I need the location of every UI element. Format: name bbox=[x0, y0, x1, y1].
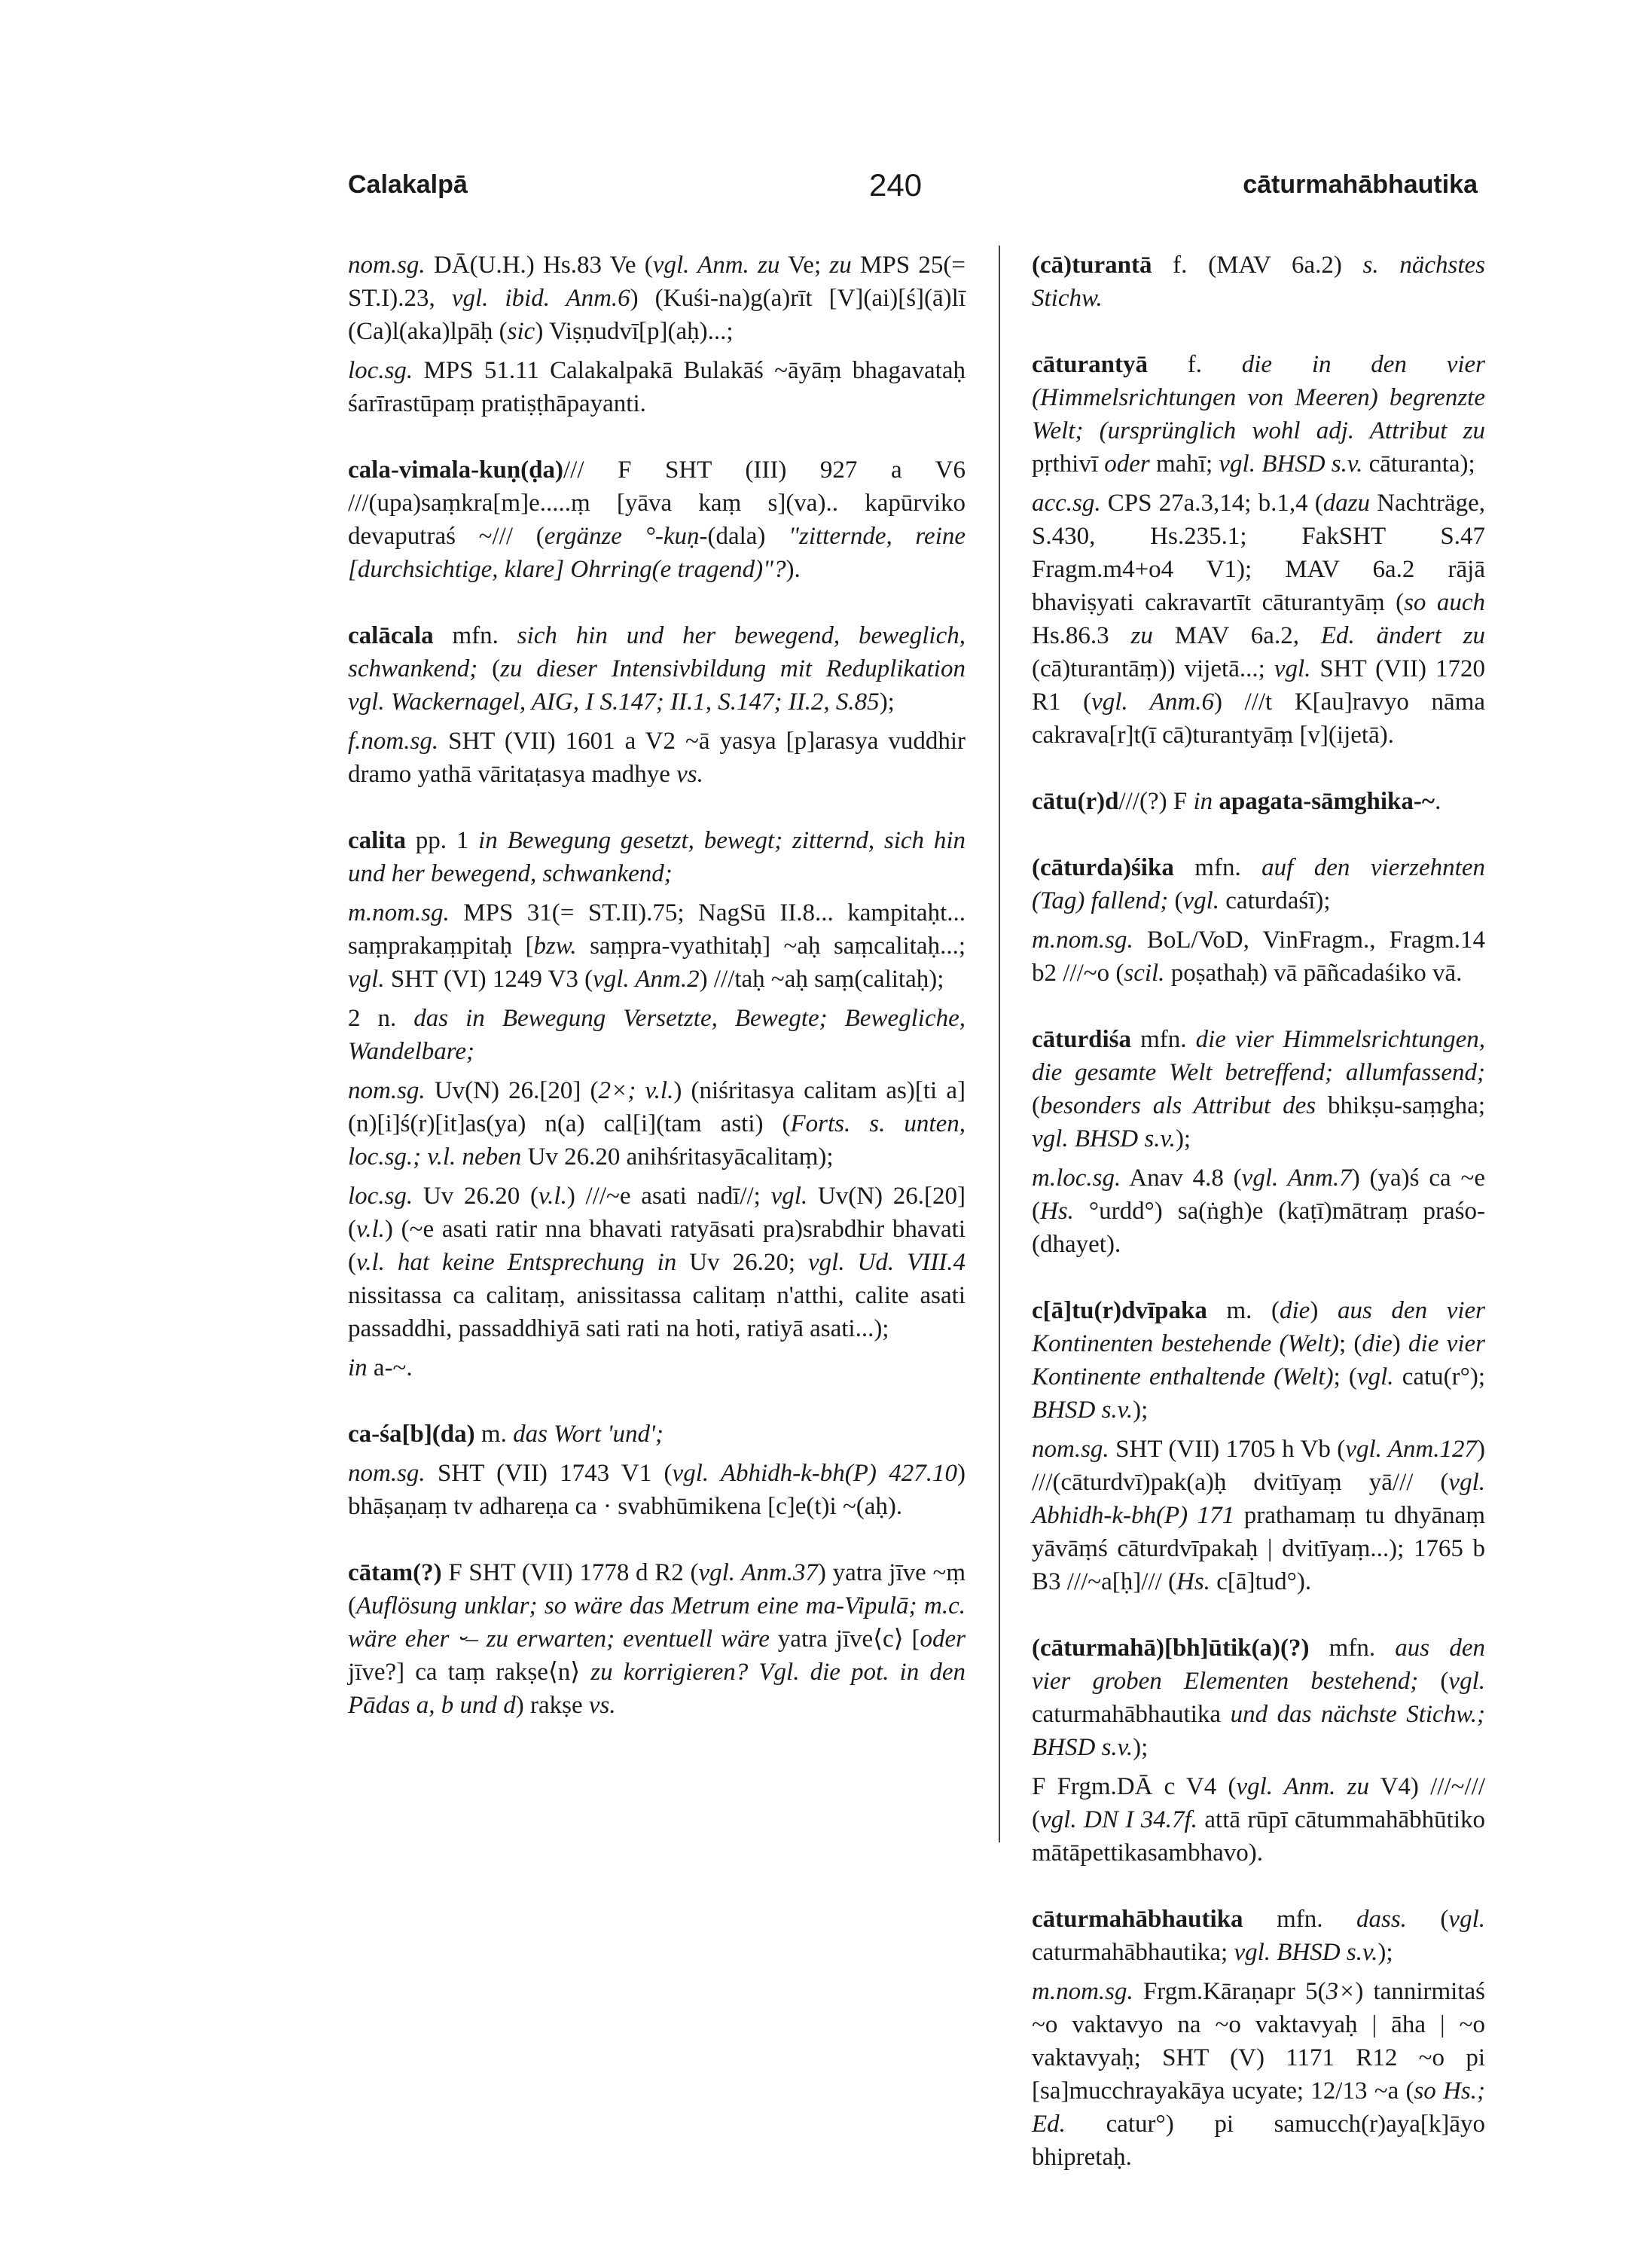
entry-headword-line: (cā)turantā f. (MAV 6a.2) s. nächstes Stichw. bbox=[1032, 252, 1485, 312]
entry-citation: 2 n. das in Bewegung Versetzte, Bewegte; Bewegliche, Wandelbare; bbox=[348, 1005, 966, 1065]
dictionary-entry bbox=[1032, 249, 1485, 315]
entry-citation: loc.sg. MPS 51.11 Calakalpakā Bulakāś ~āyāṃ bhagavataḥ śarīrastūpaṃ pratiṣṭhāpayanti. bbox=[348, 357, 966, 417]
entry-headword-line: cāturdiśa mfn. die vier Himmelsrichtungen, die gesamte Welt betreffend; allumfassend; (besonders als Attribut des bhikṣu-saṃgha; vgl. BHSD s.v.); bbox=[1032, 1026, 1485, 1152]
dictionary-entry bbox=[1032, 1023, 1485, 1261]
dictionary-entry bbox=[1032, 1903, 1485, 2174]
entry-headword-line: cāturantyā f. die in den vier (Himmelsrichtungen von Meeren) begrenzte Welt; (ursprünglich wohl adj. Attribut zu pṛthivī oder mahī; vgl. BHSD s.v. cāturanta); bbox=[1032, 351, 1485, 478]
entry-citation: f.nom.sg. SHT (VII) 1601 a V2 ~ā yasya [p]arasya vuddhir dramo yathā vāritaṭasya madhye vs. bbox=[348, 728, 966, 788]
left-column bbox=[348, 249, 966, 1755]
entry-headword-line: c[ā]tu(r)dvīpaka m. (die) aus den vier Kontinenten bestehende (Welt); (die) die vier Kontinente enthaltende (Welt); (vgl. catu(r°); BHSD s.v.); bbox=[1032, 1297, 1485, 1424]
running-head-left: Calakalpā bbox=[348, 170, 468, 199]
dictionary-entry bbox=[1032, 851, 1485, 990]
page-header bbox=[0, 167, 1626, 215]
entry-citation: loc.sg. Uv 26.20 (v.l.) ///~e asati nadī//; vgl. Uv(N) 26.[20] (v.l.) (~e asati ratir nna bhavati ratyāsati pra)srabdhir bhavati (v.l. hat keine Entsprechung in Uv 26.20; vgl. Ud. VIII.4 nissitassa ca calitaṃ, anissitassa calitaṃ n'atthi, calite asati passaddhi, passaddhiyā sati rati na hoti, ratiyā asati...); bbox=[348, 1183, 966, 1342]
entry-headword-line: calācala mfn. sich hin und her bewegend, beweglich, schwankend; (zu dieser Intensivbildung mit Reduplikation vgl. Wackernagel, AIG, I S.147; II.1, S.147; II.2, S.85); bbox=[348, 622, 966, 716]
entry-headword-line: cala-vimala-kuṇ(ḍa)/// F SHT (III) 927 a V6 ///(upa)saṃkra[m]e.....ṃ [yāva kaṃ s](va).. kapūrviko devaputraś ~/// (ergänze °-kuṇ-(dala) "zitternde, reine [durchsichtige, klare] Ohrring(e tragend)"?). bbox=[348, 456, 966, 583]
entry-citation: acc.sg. CPS 27a.3,14; b.1,4 (dazu Nachträge, S.430, Hs.235.1; FakSHT S.47 Fragm.m4+o4 V1); MAV 6a.2 rājā bhaviṣyati cakravartīt cāturantyāṃ (so auch Hs.86.3 zu MAV 6a.2, Ed. ändert zu (cā)turantāṃ)) vijetā...; vgl. SHT (VII) 1720 R1 (vgl. Anm.6) ///t K[au]ravyo nāma cakrava[r]t(ī cā)turantyāṃ [v](ijetā). bbox=[1032, 490, 1486, 749]
entry-citation: m.nom.sg. MPS 31(= ST.II).75; NagSū II.8... kampitaḥt... saṃprakaṃpitaḥ [bzw. saṃpra-vyathitaḥ] ~aḥ saṃcalitaḥ...; vgl. SHT (VI) 1249 V3 (vgl. Anm.2) ///taḥ ~aḥ saṃ(calitaḥ); bbox=[348, 899, 966, 993]
entry-citation: m.loc.sg. Anav 4.8 (vgl. Anm.7) (ya)ś ca ~e (Hs. °urdd°) sa(ṅgh)e (kaṭī)mātraṃ praśo-(dhayet). bbox=[1032, 1165, 1485, 1258]
dictionary-entry bbox=[1032, 1294, 1485, 1598]
entry-headword-line: (cāturmahā)[bh]ūtik(a)(?) mfn. aus den vier groben Elementen bestehend; (vgl. caturmahābhautika und das nächste Stichw.; BHSD s.v.); bbox=[1032, 1635, 1486, 1761]
entry-citation: nom.sg. SHT (VII) 1743 V1 (vgl. Abhidh-k-bh(P) 427.10) bhāṣaṇaṃ tv adhareṇa ca · svabhūmikena [c]e(t)i ~(aḥ). bbox=[348, 1460, 966, 1520]
entry-headword-line: cātam(?) F SHT (VII) 1778 d R2 (vgl. Anm.37) yatra jīve ~ṃ (Auflösung unklar; so wäre das Metrum eine ma-Vipulā; m.c. wäre eher ⏑– zu erwarten; eventuell wäre yatra jīve⟨c⟩ [oder jīve?] ca taṃ rakṣe⟨n⟩ zu korrigieren? Vgl. die pot. in den Pādas a, b und d) rakṣe vs. bbox=[348, 1559, 966, 1719]
entry-headword-line: calita pp. 1 in Bewegung gesetzt, bewegt; zitternd, sich hin und her bewegend, schwankend; bbox=[348, 827, 966, 887]
entry-headword-line: (cāturda)śika mfn. auf den vierzehnten (Tag) fallend; (vgl. caturdaśī); bbox=[1032, 854, 1485, 914]
entry-citation: in a-~. bbox=[348, 1354, 413, 1381]
entry-citation: m.nom.sg. Frgm.Kāraṇapr 5(3×) tannirmitaś ~o vaktavyo na ~o vaktavyaḥ | āha | ~o vaktavyaḥ; SHT (V) 1171 R12 ~o pi [sa]mucchrayakāya ucyate; 12/13 ~a (so Hs.; Ed. catur°) pi samucch(r)aya[k]āyo bhipretaḥ. bbox=[1032, 1978, 1485, 2171]
dictionary-entry bbox=[348, 824, 966, 1384]
dictionary-entry bbox=[348, 249, 966, 420]
dictionary-entry bbox=[348, 619, 966, 791]
dictionary-entry bbox=[1032, 348, 1485, 752]
column-divider bbox=[999, 246, 1000, 1842]
entry-headword-line: nom.sg. DĀ(U.H.) Hs.83 Ve (vgl. Anm. zu Ve; zu MPS 25(= ST.I).23, vgl. ibid. Anm.6) (Kuśi-na)g(a)rīt [V](ai)[ś](ā)lī (Ca)l(aka)lpāḥ (sic) Viṣṇudvī[p](aḥ)...; bbox=[348, 252, 966, 345]
entry-citation: m.nom.sg. BoL/VoD, VinFragm., Fragm.14 b2 ///~o (scil. poṣathaḥ) vā pāñcadaśiko vā. bbox=[1032, 926, 1485, 987]
dictionary-entry bbox=[348, 1556, 966, 1722]
right-column bbox=[1032, 249, 1485, 2207]
dictionary-entry bbox=[1032, 1632, 1485, 1870]
entry-citation: nom.sg. Uv(N) 26.[20] (2×; v.l.) (niśritasya calitam as)[ti a](n)[i]ś(r)[it]as(ya) n(a) cal[i](tam asti) (Forts. s. unten, loc.sg.; v.l. neben Uv 26.20 anihśritasyācalitaṃ); bbox=[348, 1077, 966, 1171]
dictionary-entry bbox=[348, 453, 966, 586]
dictionary-entry bbox=[1032, 785, 1485, 818]
entry-headword-line: ca-śa[b](da) m. das Wort 'und'; bbox=[348, 1421, 664, 1448]
dictionary-entry bbox=[348, 1418, 966, 1523]
entry-citation: F Frgm.DĀ c V4 (vgl. Anm. zu V4) ///~/// (vgl. DN I 34.7f. attā rūpī cātummahābhūtiko mātāpettikasambhavo). bbox=[1032, 1773, 1485, 1867]
entry-headword-line: cātu(r)d///(?) F in apagata-sāmghika-~. bbox=[1032, 788, 1441, 815]
page-number: 240 bbox=[869, 167, 923, 203]
running-head-right: cāturmahābhautika bbox=[1243, 170, 1478, 199]
entry-headword-line: cāturmahābhautika mfn. dass. (vgl. caturmahābhautika; vgl. BHSD s.v.); bbox=[1032, 1906, 1485, 1966]
entry-citation: nom.sg. SHT (VII) 1705 h Vb (vgl. Anm.127) ///(cāturdvī)pak(a)ḥ dvitīyaṃ yā/// (vgl. Abhidh-k-bh(P) 171 prathamaṃ tu dhyānaṃ yāvāṃś cāturdvīpakaḥ | dvitīyaṃ...); 1765 b B3 ///~a[ḥ]/// (Hs. c[ā]tud°). bbox=[1032, 1436, 1485, 1595]
